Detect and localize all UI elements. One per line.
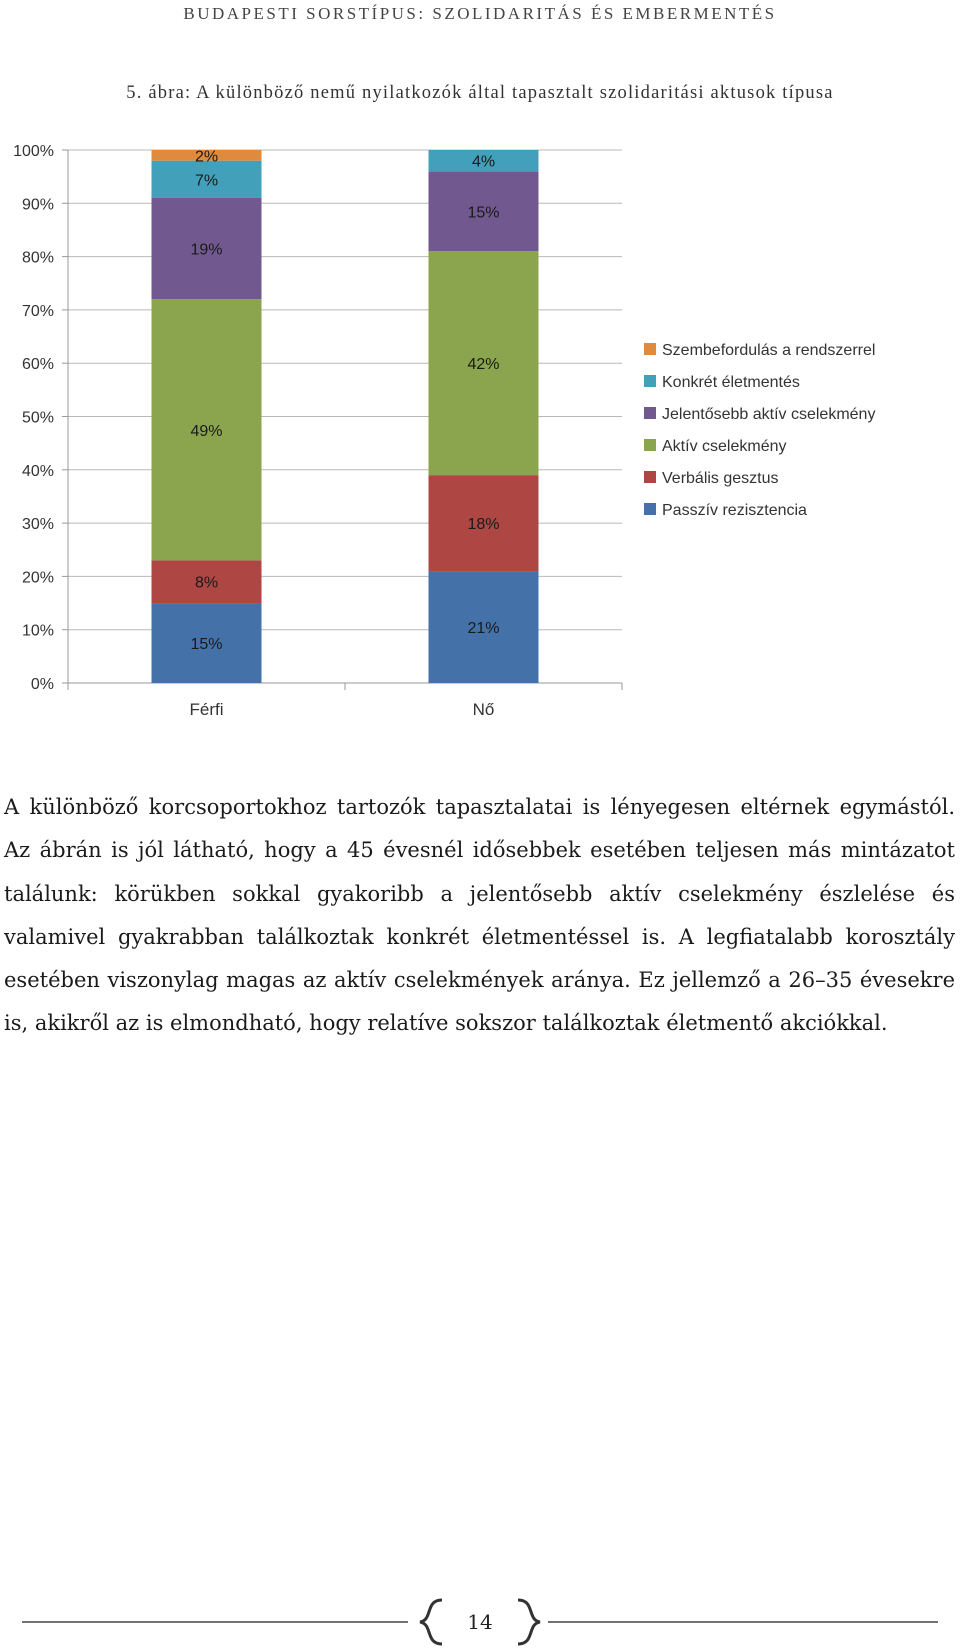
- legend-swatch: [644, 503, 656, 515]
- y-tick-label: 40%: [21, 462, 54, 480]
- body-paragraph: A különböző korcsoportokhoz tartozók tapasztalatai is lényegesen eltérnek egymástól. Az ábrán is jól látható, hogy a 45 évesnél idősebbek esetében teljesen más mintázatot találunk: körükben sokkal gyakoribb a jelentősebb aktív cselekmény észlelése és valamivel gyakrabban találkoztak konkrét életmentéssel is. A legfiatalabb korosztály esetében viszonylag magas az aktív cselekmények aránya. Ez jellemző a 26–35 évesekre is, akikről az is elmondható, hogy relatíve sokszor találkoztak életmentő akciókkal.: [4, 795, 955, 1036]
- legend-label: Aktív cselekmény: [662, 438, 787, 455]
- legend-label: Szembefordulás a rendszerrel: [662, 342, 876, 359]
- legend-label: Konkrét életmentés: [662, 374, 800, 391]
- data-label: 8%: [194, 574, 219, 592]
- legend-swatch: [644, 375, 656, 387]
- x-tick-label: Nő: [472, 700, 495, 719]
- y-tick-label: 60%: [21, 356, 54, 374]
- y-tick-label: 70%: [21, 302, 54, 320]
- y-tick-label: 10%: [21, 622, 54, 640]
- running-header: BUDAPESTI SORSTÍPUS: SZOLIDARITÁS ÉS EMBERMENTÉS: [183, 4, 777, 23]
- stacked-bar-chart: [0, 140, 960, 730]
- y-tick-label: 90%: [21, 196, 54, 214]
- legend-swatch: [644, 343, 656, 355]
- legend-swatch: [644, 439, 656, 451]
- page-number: 14: [467, 1610, 493, 1634]
- legend-label: Jelentősebb aktív cselekmény: [662, 406, 876, 423]
- data-label: 15%: [467, 204, 500, 222]
- data-label: 18%: [467, 516, 500, 534]
- data-label: 49%: [190, 422, 223, 440]
- data-label: 4%: [471, 153, 496, 171]
- data-label: 42%: [467, 356, 500, 374]
- data-label: 2%: [194, 148, 219, 166]
- legend-swatch: [644, 407, 656, 419]
- data-label: 19%: [190, 241, 223, 259]
- data-label: 15%: [190, 636, 223, 654]
- y-tick-label: 50%: [21, 409, 54, 427]
- x-tick-label: Férfi: [189, 700, 224, 719]
- data-label: 7%: [194, 172, 219, 190]
- y-tick-label: 30%: [21, 516, 54, 534]
- y-tick-label: 20%: [21, 569, 54, 587]
- legend-label: Passzív rezisztencia: [662, 502, 807, 519]
- y-tick-label: 80%: [21, 249, 54, 267]
- legend-swatch: [644, 471, 656, 483]
- y-tick-label: 100%: [13, 143, 54, 160]
- data-label: 21%: [467, 620, 500, 638]
- y-tick-label: 0%: [30, 676, 54, 693]
- figure-title: 5. ábra: A különböző nemű nyilatkozók által tapasztalt szolidaritási aktusok típusa: [126, 83, 834, 103]
- legend-label: Verbális gesztus: [662, 470, 779, 487]
